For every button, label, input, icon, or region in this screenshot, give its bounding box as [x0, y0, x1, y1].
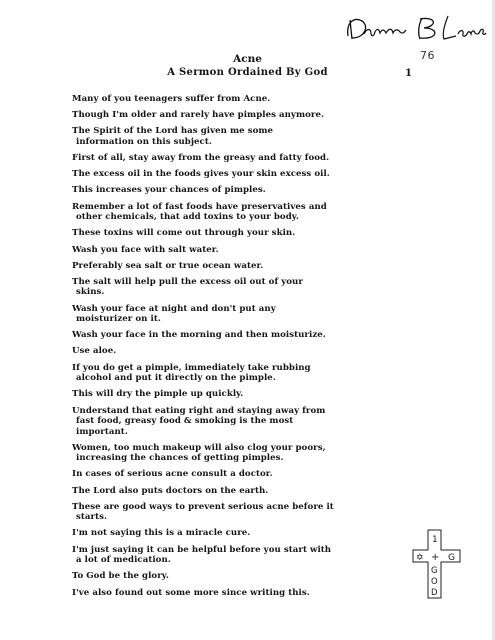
sermon-line-continuation: moisturizer on it. — [76, 314, 161, 325]
sermon-line — [72, 94, 422, 105]
cross-drawing-icon — [410, 528, 465, 600]
sermon-line-text: If you do get a pimple, immediately take rubbing — [72, 362, 311, 373]
sermon-subtitle: A Sermon Ordained By God — [167, 67, 328, 78]
sermon-line-continuation: alcohol and put it directly on the pimple. — [76, 373, 276, 384]
sermon-line-continuation: information on this subject. — [76, 136, 212, 147]
sermon-line-text: These are good ways to prevent serious acne before it — [72, 501, 334, 512]
sermon-line — [72, 406, 422, 438]
sermon-line-text: Understand that eating right and staying away from — [72, 405, 326, 416]
sermon-line — [72, 330, 422, 341]
sermon-line-text: Though I'm older and rarely have pimples anymore. — [72, 110, 325, 121]
cross-mark-middle: + — [431, 552, 440, 563]
sermon-line — [72, 110, 422, 121]
sermon-line — [72, 304, 422, 325]
sermon-line — [72, 228, 422, 239]
cross-mark-lower-3: D — [431, 588, 438, 598]
page-mark: 76 — [420, 49, 435, 62]
sermon-line-text: I'm just saying it can be helpful before you start with — [72, 544, 332, 555]
sermon-line-text: Wash your face at night and don't put any — [72, 303, 276, 314]
sermon-line — [72, 588, 422, 599]
sermon-line — [72, 363, 422, 384]
sermon-line — [72, 277, 422, 298]
sermon-line-text: Women, too much makeup will also clog your poors, — [72, 442, 326, 453]
sermon-line-text: Wash you face with salt water. — [72, 244, 219, 255]
sermon-line-text: The Spirit of the Lord has given me some — [72, 126, 274, 137]
sermon-line-continuation: skins. — [76, 287, 105, 298]
sermon-line-text: Preferably sea salt or true ocean water. — [72, 260, 264, 271]
sermon-line — [72, 245, 422, 256]
page-number: 1 — [405, 68, 412, 79]
sermon-line-text: In cases of serious acne consult a doctor. — [72, 469, 273, 480]
sermon-line-text: To God be the glory. — [72, 571, 169, 582]
sermon-line-text: The salt will help pull the excess oil out of your — [72, 276, 303, 287]
sermon-title: Acne — [233, 53, 262, 65]
sermon-line-text: Many of you teenagers suffer from Acne. — [72, 94, 271, 104]
sermon-line-text: Use aloe. — [72, 346, 117, 357]
sermon-line — [72, 571, 422, 582]
sermon-line-continuation: important. — [76, 426, 128, 437]
sermon-line — [72, 126, 422, 147]
sermon-line — [72, 202, 422, 223]
handwritten-signature — [340, 12, 488, 46]
sermon-line — [72, 389, 422, 400]
sermon-line — [72, 261, 422, 272]
sermon-line-text: These toxins will come out through your skin. — [72, 228, 296, 239]
sermon-line — [72, 545, 422, 566]
sermon-line-continuation: other chemicals, that add toxins to your body. — [76, 212, 299, 223]
sermon-line — [72, 502, 422, 523]
sermon-line — [72, 443, 422, 464]
sermon-line — [72, 169, 422, 180]
sermon-line — [72, 346, 422, 357]
sermon-line — [72, 528, 422, 539]
sermon-line — [72, 185, 422, 196]
cross-mark-left: ✡ — [416, 553, 424, 563]
sermon-line-text: I've also found out some more since writing this. — [72, 587, 310, 598]
cross-mark-top: 1 — [432, 535, 438, 545]
cross-mark-lower-1: G — [431, 566, 438, 576]
cross-mark-lower-2: O — [431, 577, 438, 587]
sermon-line-text: Wash your face in the morning and then moisturize. — [72, 330, 326, 341]
sermon-line — [72, 469, 422, 480]
sermon-line-continuation: increasing the chances of getting pimples. — [76, 453, 284, 464]
sermon-line — [72, 486, 422, 497]
sermon-line-text: The Lord also puts doctors on the earth. — [72, 485, 269, 496]
sermon-body — [72, 94, 422, 604]
sermon-line-continuation: a lot of medication. — [76, 555, 171, 566]
sermon-line-text: Remember a lot of fast foods have preservatives and — [72, 201, 327, 212]
cross-mark-right: G — [448, 553, 455, 563]
sermon-line-continuation: fast food, greasy food & smoking is the most — [76, 416, 294, 426]
sermon-line — [72, 153, 422, 164]
sermon-line-text: This increases your chances of pimples. — [72, 185, 266, 196]
sermon-line-continuation: starts. — [76, 512, 108, 523]
sermon-line-text: This will dry the pimple up quickly. — [72, 389, 244, 400]
sermon-line-text: I'm not saying this is a miracle cure. — [72, 528, 251, 539]
sermon-line-text: First of all, stay away from the greasy and fatty food. — [72, 153, 330, 164]
sermon-line-text: The excess oil in the foods gives your skin excess oil. — [72, 169, 330, 180]
